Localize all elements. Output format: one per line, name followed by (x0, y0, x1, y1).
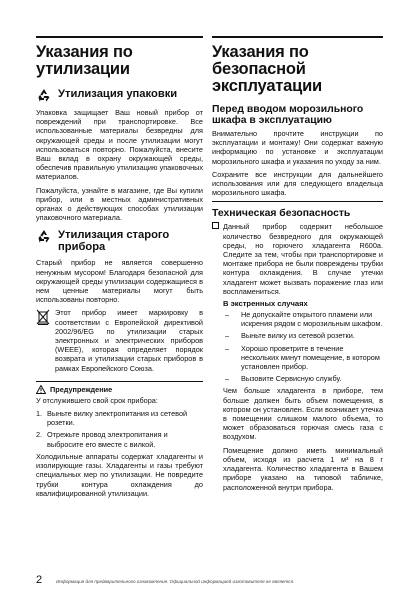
packaging-text: Упаковка защищает Ваш новый прибор от повреждений при транспортировке. Все использованные материалы безвредны для окружающей среды и после утилизации могут использоваться повторно. Пожалуйста, внесите Ваш вклад в охрану окружающей среды, обеспечив правильную утилизацию упаковочных материалов. (36, 108, 203, 182)
old-appliance-heading: Утилизация старого прибора (58, 229, 170, 254)
tech-safety-text: Данный прибор содержит небольшое количество безвредного для окружающей среды, но горючего хладагента R600a. Следите за тем, чтобы при транспортировке и монтаже прибора не были повреждены трубки контура охлаждения. В случае утечки хладагент может вызвать поражение глаз или воспламениться. (223, 222, 383, 296)
step-text: Выньте вилку электропитания из сетевой розетки. (47, 409, 188, 428)
divider (36, 381, 203, 382)
step-number: 2. (36, 430, 43, 440)
emergency-section (212, 299, 383, 492)
warning-label: Предупреждение (50, 384, 113, 394)
crossed-bin-icon (36, 309, 50, 325)
right-title: Указания по безопасной эксплуатации (212, 43, 322, 95)
packaging-text-2: Пожалуйста, узнайте в магазине, где Вы купили прибор, или в местных административных органах о действующих способах утилизации упаковочного материала. (36, 185, 203, 223)
right-column (212, 36, 383, 496)
emergency-item: Выньте вилку из сетевой розетки. (241, 331, 355, 341)
emergency-heading: В экстренных случаях (223, 299, 308, 309)
list-item: – Не допускайте открытого пламени или искрения рядом с морозильным шкафом. (225, 310, 383, 329)
list-item: – Выньте вилку из сетевой розетки. (225, 331, 355, 341)
step-number: 1. (36, 409, 43, 419)
before-use-heading: Перед вводом морозильного шкафа в эксплуатацию (212, 104, 364, 126)
packaging-heading: Утилизация упаковки (58, 88, 178, 100)
page-footer (36, 574, 383, 586)
recycle-icon (36, 228, 52, 244)
list-item: – Хорошо проветрите в течение нескольких минут помещение, в котором установлен прибор. (223, 344, 383, 372)
old-unit-text: У отслужившего свой срок прибора: (36, 395, 158, 405)
disposal-steps (36, 409, 203, 449)
warning-triangle-icon (36, 385, 46, 394)
tech-safety-heading: Техническая безопасность (212, 208, 351, 220)
room-volume-text: Чем больше хладагента в приборе, тем больше должен быть объем помещения, в котором он установлен. Если возникает утечка в помещении слишком малого объема, то может образоваться горючая смесь газа с воздухом. (223, 386, 383, 442)
step-text: Отрежьте провод электропитания и выбросите его вместе с вилкой. (47, 430, 168, 449)
divider (212, 201, 383, 202)
list-item: – Вызовите Сервисную службу. (225, 374, 342, 384)
before-use-text-2: Сохраните все инструкции для дальнейшего использования или для следующего владельца морозильного шкафа. (212, 169, 383, 198)
tech-safety-item (212, 222, 383, 296)
list-item (36, 430, 203, 448)
emergency-item: Хорошо проветрите в течение нескольких минут помещение, в котором установлен прибор. (241, 343, 380, 372)
before-use-text: Внимательно прочтите инструкции по эксплуатации и монтажу! Они содержат важную информацию по установке и эксплуатации морозильного шкафа и указания по уходу за ним. (212, 129, 383, 166)
left-column (36, 36, 203, 502)
emergency-item: Не допускайте открытого пламени или искрения рядом с морозильным шкафом. (241, 310, 383, 329)
list-item (36, 409, 203, 427)
page-number: 2 (36, 574, 43, 586)
old-appliance-heading-row (36, 228, 203, 253)
closing-text: Холодильные аппараты содержат хладагенты и изолирующие газы. Хладагенты и газы требуют специальных мер по утилизации. Не повредите трубки контура охлаждения до квалифицированной утилизации. (36, 451, 203, 498)
left-title: Указания по утилизации (36, 43, 133, 78)
footer-note: Информация для предварительного ознакомления. Официальной информацией изготовителя не является. (56, 579, 295, 584)
packaging-heading-row (36, 87, 203, 103)
weee-text: Этот прибор имеет маркировку в соответствии с Европейской директивой 2002/96/EG по утилизации старых электронных и электрических приборов (WEEE), которая определяет порядок возврата и утилизации старых приборов в рамках Европейского Союза. (55, 308, 203, 373)
emergency-item: Вызовите Сервисную службу. (241, 374, 342, 384)
recycle-icon (36, 87, 52, 103)
weee-block (36, 308, 203, 376)
warning-row (36, 385, 203, 394)
checkbox-icon (212, 222, 223, 296)
old-appliance-text: Старый прибор не является совершенно ненужным мусором! Благодаря безопасной для окружающей среды утилизации содержащиеся в нем ценные материалы могут быть использованы повторно. (36, 258, 203, 305)
room-volume-text-2: Помещение должно иметь минимальный объем, исходя из расчета 1 м³ на 8 г хладагента. Количество хладагента в Вашем приборе указано на типовой табличке, расположенной внутри прибора. (223, 445, 383, 492)
